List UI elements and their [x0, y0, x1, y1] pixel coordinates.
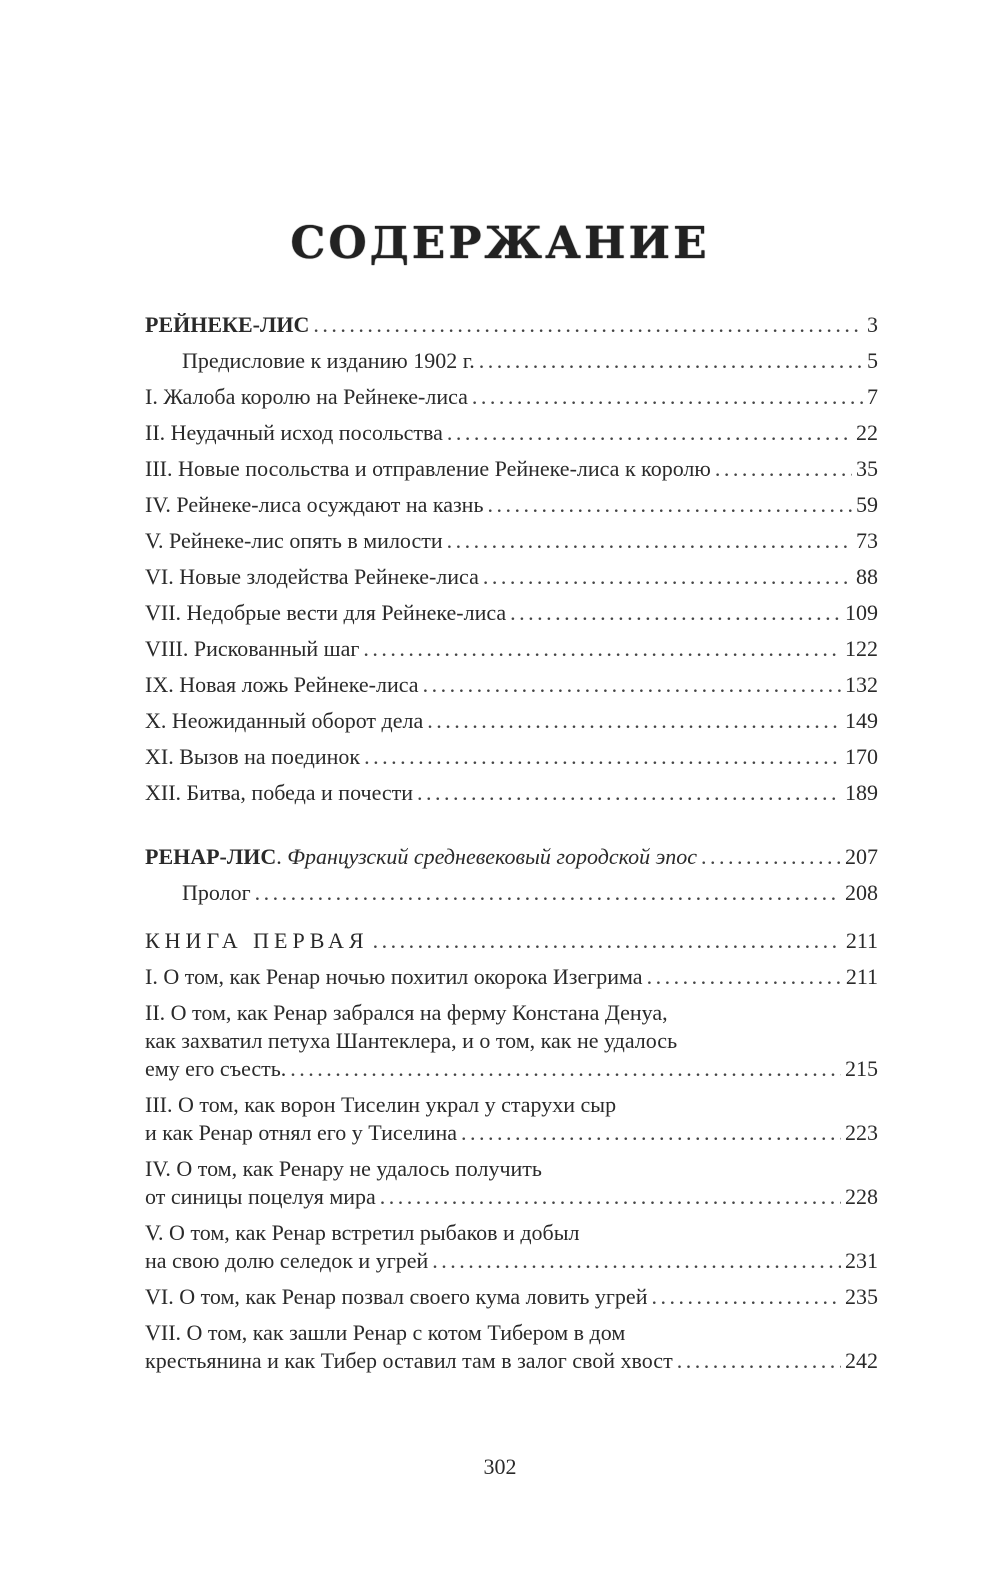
toc-entry-text: XII. Битва, победа и почести: [145, 780, 414, 805]
dot-leader: [363, 635, 841, 663]
dot-leader: [432, 1247, 841, 1275]
toc-entry: [145, 1283, 878, 1311]
toc-entry: [145, 779, 878, 807]
dot-leader: [447, 527, 852, 555]
dot-leader: [255, 879, 841, 907]
toc-entry-text: V. Рейнеке-лис опять в милости: [145, 528, 443, 553]
toc-page-number: 228: [845, 1184, 878, 1209]
toc-page-number: 208: [845, 880, 878, 905]
toc-entry-line: [145, 1283, 878, 1311]
toc-entry: [145, 1155, 878, 1211]
dot-leader: [715, 455, 852, 483]
toc-page-number: 35: [856, 456, 878, 481]
dot-leader: [423, 671, 841, 699]
toc-page-number: 5: [867, 348, 878, 373]
toc-entry-line: [145, 1219, 878, 1247]
toc-page-number: 235: [845, 1284, 878, 1309]
toc-entry-line: [145, 635, 878, 663]
toc-entry-line: [145, 843, 878, 871]
toc-entry: [145, 311, 878, 339]
toc-page-number: 109: [845, 600, 878, 625]
work-subtitle: Французский средневековый городской эпос: [287, 844, 698, 869]
toc-entry: [145, 671, 878, 699]
toc-entry-text: КНИГА ПЕРВАЯ: [145, 928, 369, 953]
toc-entry-text: I. О том, как Ренар ночью похитил окорока Изегрима: [145, 964, 643, 989]
toc-entry-text: крестьянина и как Тибер оставил там в залог свой хвост: [145, 1348, 673, 1373]
dot-leader: [677, 1347, 841, 1375]
toc-entry-text: как захватил петуха Шантеклера, и о том, как не удалось: [145, 1028, 678, 1053]
dot-leader: [651, 1283, 841, 1311]
dot-leader: [479, 347, 863, 375]
page-title: СОДЕРЖАНИЕ: [290, 218, 710, 269]
toc-entry-line: [145, 383, 878, 411]
toc-entry: [145, 1219, 878, 1275]
toc-page-number: 231: [845, 1248, 878, 1273]
toc-page-number: 7: [867, 384, 878, 409]
dot-leader: [364, 743, 841, 771]
toc-entry: [145, 347, 878, 375]
toc-entry-line: [145, 779, 878, 807]
toc-page-number: 132: [845, 672, 878, 697]
toc-entry-line: [145, 455, 878, 483]
toc-entry-text: VI. Новые злодейства Рейнеке-лиса: [145, 564, 479, 589]
toc-page-number: 149: [845, 708, 878, 733]
dot-leader: [647, 963, 842, 991]
toc-page-number: 59: [856, 492, 878, 517]
dot-leader: [313, 311, 863, 339]
toc-entry-line: [145, 1027, 878, 1055]
toc-page-number: 215: [845, 1056, 878, 1081]
toc-page-number: 73: [856, 528, 878, 553]
toc-entry-line: [145, 527, 878, 555]
dot-leader: [510, 599, 841, 627]
toc-entry-line: [145, 1247, 878, 1275]
toc-page-number: 211: [845, 964, 878, 989]
toc-entry-line: [145, 1119, 878, 1147]
toc-entry: [145, 707, 878, 735]
dot-leader: [290, 1055, 841, 1083]
work-title: РЕНАР-ЛИС: [145, 844, 277, 869]
toc-entry-text: от синицы поцелуя мира: [145, 1184, 376, 1209]
toc-page-number: 88: [856, 564, 878, 589]
toc-entry-text: VII. О том, как зашли Ренар с котом Тибером в дом: [145, 1320, 626, 1345]
dot-leader: [447, 419, 852, 447]
toc-entry: [145, 383, 878, 411]
toc-entry-text: XI. Вызов на поединок: [145, 744, 361, 769]
toc-entry-text: III. Новые посольства и отправление Рейнеке-лиса к королю: [145, 456, 711, 481]
work-title: РЕЙНЕКЕ-ЛИС: [145, 312, 310, 337]
dot-leader: [380, 1183, 841, 1211]
toc-entry: [145, 963, 878, 991]
toc-page-number: 207: [845, 844, 878, 869]
toc-page-number: 242: [845, 1348, 878, 1373]
toc-entry-line: [145, 743, 878, 771]
toc-entry: [145, 1319, 878, 1375]
toc-entry-line: [145, 1055, 878, 1083]
dot-leader: [488, 491, 853, 519]
toc-entry: [145, 843, 878, 871]
toc-entry-text: Пролог: [182, 880, 251, 905]
toc-entry-text: X. Неожиданный оборот дела: [145, 708, 424, 733]
toc-entry-text: III. О том, как ворон Тиселин украл у старухи сыр: [145, 1092, 617, 1117]
toc-entry-line: [145, 599, 878, 627]
toc-page-number: 223: [845, 1120, 878, 1145]
toc-entry-text: I. Жалоба королю на Рейнеке-лиса: [145, 384, 468, 409]
toc-entry-text: V. О том, как Ренар встретил рыбаков и добыл: [145, 1220, 580, 1245]
page-number: 302: [483, 1454, 517, 1479]
toc-entry-line: [182, 347, 878, 375]
toc-entry-text: на свою долю селедок и угрей: [145, 1248, 429, 1273]
toc-page-number: 211: [845, 928, 878, 953]
dot-leader: [701, 843, 841, 871]
toc-page-number: 3: [867, 312, 878, 337]
toc-entry-text: РЕНАР-ЛИС. Французский средневековый городской эпос: [145, 844, 698, 869]
dot-leader: [461, 1119, 841, 1147]
toc-entry-line: [182, 879, 878, 907]
toc-entry-line: [145, 927, 878, 955]
toc-entry: [145, 999, 878, 1083]
toc-entry-line: [145, 963, 878, 991]
toc-entry-text: [145, 311, 309, 339]
toc-entry-line: [145, 1347, 878, 1375]
toc-entry-line: [145, 999, 878, 1027]
toc-entry: [145, 455, 878, 483]
toc-entry-line: [145, 1091, 878, 1119]
toc-page-number: 122: [845, 636, 878, 661]
toc-entry: [145, 563, 878, 591]
dot-leader: [373, 927, 842, 955]
toc-entry: [145, 879, 878, 907]
toc-page-number: 189: [845, 780, 878, 805]
toc-entry-line: [145, 419, 878, 447]
toc-entry-line: [145, 311, 878, 339]
toc-entry-text: VIII. Рискованный шаг: [145, 636, 360, 661]
toc-entry-line: [145, 671, 878, 699]
table-of-contents: [145, 311, 878, 1383]
toc-entry: [145, 927, 878, 955]
toc-entry-text: IV. Рейнеке-лиса осуждают на казнь: [145, 492, 484, 517]
dot-leader: [472, 383, 863, 411]
toc-entry: [145, 599, 878, 627]
toc-entry: [145, 635, 878, 663]
toc-entry-line: [145, 1319, 878, 1347]
toc-page-number: 170: [845, 744, 878, 769]
toc-entry-line: [145, 563, 878, 591]
toc-entry: [145, 491, 878, 519]
toc-entry-text: VII. Недобрые вести для Рейнеке-лиса: [145, 600, 507, 625]
toc-entry-line: [145, 491, 878, 519]
toc-entry-text: Предисловие к изданию 1902 г.: [182, 348, 475, 373]
toc-entry: [145, 419, 878, 447]
toc-entry: [145, 1091, 878, 1147]
toc-entry-text: VI. О том, как Ренар позвал своего кума ловить угрей: [145, 1284, 648, 1309]
toc-entry-text: II. Неудачный исход посольства: [145, 420, 443, 445]
toc-entry-line: [145, 1183, 878, 1211]
toc-entry-text: и как Ренар отнял его у Тиселина: [145, 1120, 458, 1145]
toc-entry: [145, 527, 878, 555]
dot-leader: [427, 707, 841, 735]
dot-leader: [483, 563, 852, 591]
toc-entry-text: IX. Новая ложь Рейнеке-лиса: [145, 672, 419, 697]
toc-entry: [145, 743, 878, 771]
dot-leader: [417, 779, 841, 807]
toc-entry-text: ему его съесть.: [145, 1056, 287, 1081]
toc-entry-line: [145, 1155, 878, 1183]
toc-entry-line: [145, 707, 878, 735]
toc-entry-text: IV. О том, как Ренару не удалось получить: [145, 1156, 542, 1181]
toc-page-number: 22: [856, 420, 878, 445]
toc-entry-text: II. О том, как Ренар забрался на ферму Констана Денуа,: [145, 1000, 668, 1025]
